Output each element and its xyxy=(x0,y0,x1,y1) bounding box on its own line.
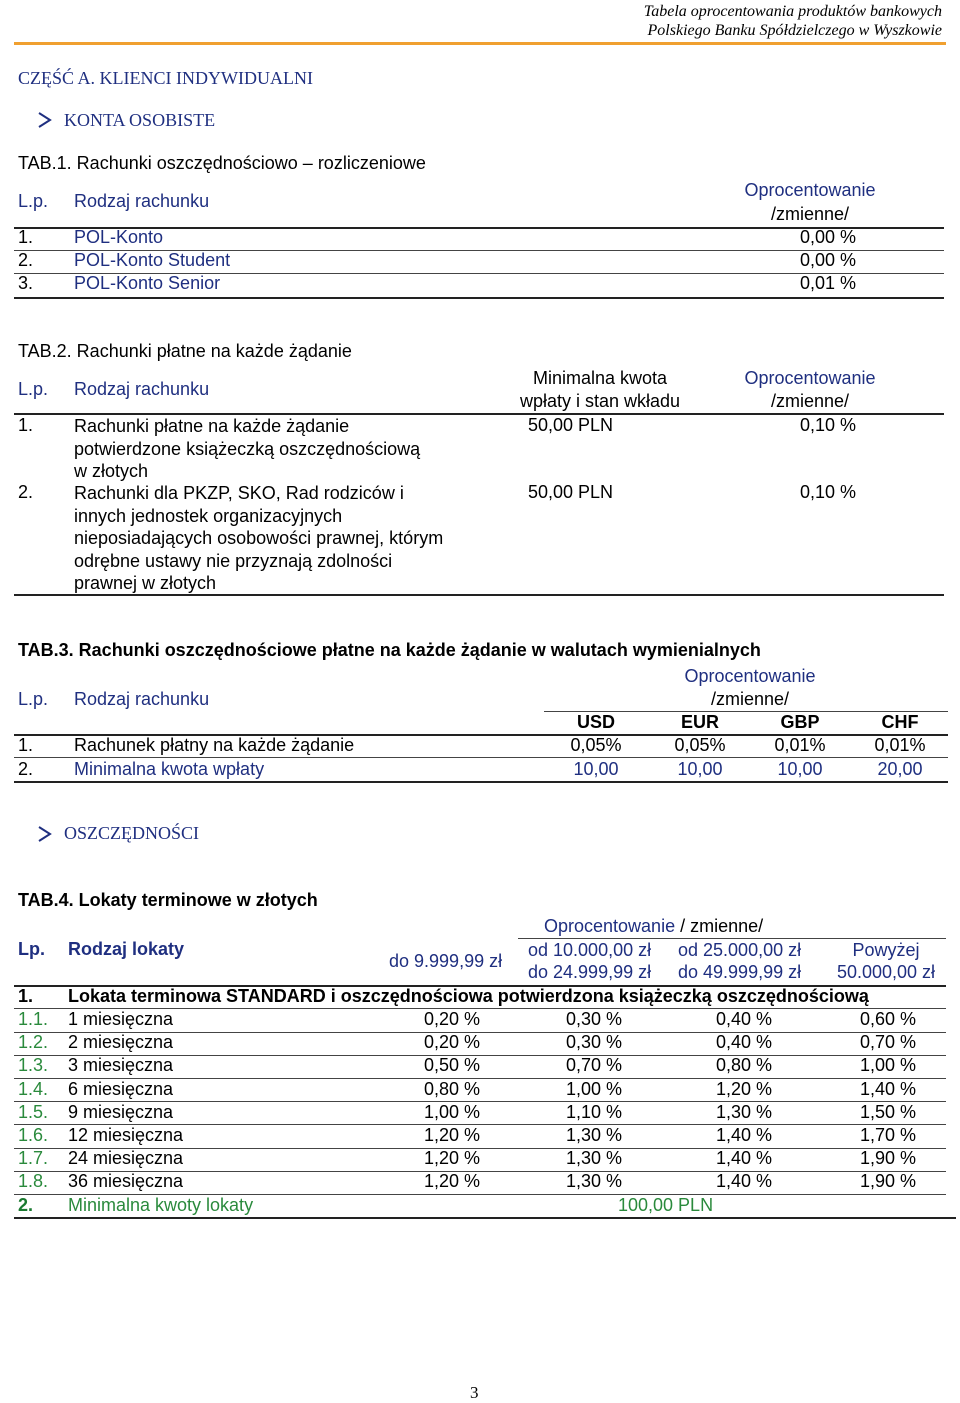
tab4-row-rate-band-2: 1,30 % xyxy=(565,1171,622,1192)
tab2-col-lp: L.p. xyxy=(18,379,49,399)
tab1-row1-lp: 1. xyxy=(18,227,34,247)
tab4-row-rate-band-4: 1,50 % xyxy=(859,1101,916,1122)
tab2-row2-name: Rachunki dla PKZP, SKO, Rad rodziców i innych jednostek organizacyjnych nieposiadających osobowości prawnej, którym odrębne ustawy nie przyznają zdolności prawnej w złotych xyxy=(74,483,444,593)
tab4-row-rate-band-4: 1,70 % xyxy=(859,1125,916,1145)
tab4-row-lp: 1.4. xyxy=(18,1078,49,1099)
tab4-row-rate-band-2: 1,00 % xyxy=(565,1078,622,1099)
tab3-row1-gbp: 0,01% xyxy=(774,735,826,755)
tab4-row-lp: 1.5. xyxy=(18,1101,49,1122)
header-rule xyxy=(14,42,946,45)
tab4-row-rate-band-1: 1,20 % xyxy=(423,1171,480,1192)
tab4-band-3-from: od 25.000,00 zł xyxy=(678,940,802,960)
tab4-min-value: 100,00 PLN xyxy=(618,1195,714,1215)
tab4-row-rate-band-3: 0,80 % xyxy=(715,1055,772,1076)
tab4-row-rate-band-3: 1,40 % xyxy=(715,1125,772,1145)
tab1-row3-lp: 3. xyxy=(18,273,34,293)
tab4-row-lp: 1.3. xyxy=(18,1055,49,1076)
tab3-col-lp: L.p. xyxy=(18,689,49,709)
tab2-row1-lp: 1. xyxy=(18,415,34,435)
tab1-col-rate-note: /zmienne/ xyxy=(770,204,850,224)
tab4-row-rate-band-1: 1,20 % xyxy=(423,1148,480,1169)
tab4-row-rate-band-4: 1,00 % xyxy=(859,1055,916,1076)
tab4-rate-header: Oprocentowanie / zmienne/ xyxy=(544,916,764,936)
page-number: 3 xyxy=(470,1383,479,1402)
tab4-row-lp: 1.7. xyxy=(18,1148,49,1169)
tab1-col-rate: Oprocentowanie xyxy=(744,180,876,200)
tab4-row-rate-band-3: 0,40 % xyxy=(715,1032,772,1053)
tab4-row-rate-band-1: 0,20 % xyxy=(423,1032,480,1053)
tab3-row1-name: Rachunek płatny na każde żądanie xyxy=(74,735,355,755)
tab4-row-name: 6 miesięczna xyxy=(68,1078,174,1099)
tab4-band-2-to: do 24.999,99 zł xyxy=(528,962,652,982)
tab2-row2-rate: 0,10 % xyxy=(799,482,856,502)
tab3-row2-usd: 10,00 xyxy=(573,759,619,779)
tab4-band-4-from: Powyżej xyxy=(852,940,920,960)
tab3-row1-usd: 0,05% xyxy=(570,735,622,755)
tab3-row2-chf: 20,00 xyxy=(877,759,923,779)
tab4-row-name: 36 miesięczna xyxy=(68,1171,184,1192)
tab2-row1-name: Rachunki płatne na każde żądanie potwierdzone książeczką oszczędnościową w złotych xyxy=(74,416,421,481)
tab4-row-name: 24 miesięczna xyxy=(68,1148,184,1169)
tab1-row2-rate: 0,00 % xyxy=(799,250,856,270)
tab4-row-rate-band-2: 0,30 % xyxy=(565,1009,622,1029)
tab4-col-type: Rodzaj lokaty xyxy=(68,939,185,959)
tab4-row-rate-band-2: 0,70 % xyxy=(565,1055,622,1076)
tab2-row1-rate: 0,10 % xyxy=(799,415,856,435)
tab4-row-lp: 1.2. xyxy=(18,1032,49,1053)
tab3-row2-eur: 10,00 xyxy=(677,759,723,779)
tab4-row-rate-band-4: 0,60 % xyxy=(859,1009,916,1029)
tab3-row2-gbp: 10,00 xyxy=(777,759,823,779)
tab1-row1-rate: 0,00 % xyxy=(799,227,856,247)
tab2-row2-lp: 2. xyxy=(18,482,34,502)
section-oszczednosci: OSZCZĘDNOŚCI xyxy=(64,823,200,843)
tab4-row-rate-band-1: 1,20 % xyxy=(423,1125,480,1145)
tab3-row1-eur: 0,05% xyxy=(674,735,726,755)
tab2-row2-min: 50,00 PLN xyxy=(528,482,614,502)
tab4-band-4-to: 50.000,00 zł xyxy=(836,962,936,982)
tab4-row-rate-band-1: 1,00 % xyxy=(423,1101,480,1122)
tab4-row-name: 2 miesięczna xyxy=(68,1032,174,1053)
tab4-row-rate-band-2: 1,30 % xyxy=(565,1148,622,1169)
tab1-row2-name: POL-Konto Student xyxy=(74,250,231,270)
tab2-col-rate: Oprocentowanie xyxy=(744,368,876,388)
tab4-row-rate-band-3: 1,40 % xyxy=(715,1171,772,1192)
tab2-title: TAB.2. Rachunki płatne na każde żądanie xyxy=(18,341,352,361)
tab4-row-rate-band-2: 1,10 % xyxy=(565,1101,622,1122)
tab3-col-type: Rodzaj rachunku xyxy=(74,689,210,709)
tab2-row1-min: 50,00 PLN xyxy=(528,415,614,435)
tab4-row-lp: 1.1. xyxy=(18,1009,49,1029)
tab4-row-rate-band-4: 1,40 % xyxy=(859,1078,916,1099)
tab4-band-3-to: do 49.999,99 zł xyxy=(678,962,802,982)
tab1-row1-name: POL-Konto xyxy=(74,227,164,247)
tab4-row-lp: 1.6. xyxy=(18,1125,49,1145)
tab4-row-rate-band-4: 0,70 % xyxy=(859,1032,916,1053)
tab4-band-1: do 9.999,99 zł xyxy=(389,951,503,971)
tab4-row-rate-band-1: 0,50 % xyxy=(423,1055,480,1076)
tab3-cur-eur: EUR xyxy=(680,712,719,732)
tab3-title: TAB.3. Rachunki oszczędnościowe płatne na każde żądanie w walutach wymienialnych xyxy=(18,640,761,660)
header-line-1: Tabela oprocentowania produktów bankowych xyxy=(643,3,942,20)
tab3-row2-name: Minimalna kwota wpłaty xyxy=(74,759,265,779)
tab1-row3-name: POL-Konto Senior xyxy=(74,273,221,293)
tab3-row1-lp: 1. xyxy=(18,735,34,755)
tab4-row-name: 1 miesięczna xyxy=(68,1009,174,1029)
tab1-row3-rate: 0,01 % xyxy=(799,273,856,293)
tab3-col-rate-note: /zmienne/ xyxy=(710,689,790,709)
tab4-row-rate-band-3: 1,20 % xyxy=(715,1078,772,1099)
tab3-col-rate: Oprocentowanie xyxy=(684,666,816,686)
tab3-cur-gbp: GBP xyxy=(780,712,820,732)
tab1-col-type: Rodzaj rachunku xyxy=(74,191,210,211)
tab4-row-rate-band-2: 1,30 % xyxy=(565,1125,622,1145)
tab4-row-name: 9 miesięczna xyxy=(68,1101,174,1122)
tab4-min-name: Minimalna kwoty lokaty xyxy=(68,1195,254,1215)
tab4-row-name: 3 miesięczna xyxy=(68,1055,174,1076)
part-title: CZĘŚĆ A. KLIENCI INDYWIDUALNI xyxy=(18,68,313,88)
tab4-row-rate-band-1: 0,80 % xyxy=(423,1078,480,1099)
header-line-2: Polskiego Banku Spółdzielczego w Wyszkowie xyxy=(647,22,942,39)
tab1-row2-lp: 2. xyxy=(18,250,34,270)
tab4-row-rate-band-3: 1,30 % xyxy=(715,1101,772,1122)
tab4-row-rate-band-1: 0,20 % xyxy=(423,1009,480,1029)
tab4-row-rate-band-2: 0,30 % xyxy=(565,1032,622,1053)
tab4-min-lp: 2. xyxy=(18,1195,34,1215)
tab4-band-2-from: od 10.000,00 zł xyxy=(528,940,652,960)
tab1-col-lp: L.p. xyxy=(18,191,49,211)
tab4-row-rate-band-3: 0,40 % xyxy=(715,1009,772,1029)
tab3-cur-chf: CHF xyxy=(881,712,919,732)
tab2-col-type: Rodzaj rachunku xyxy=(74,379,210,399)
tab2-col-min: Minimalna kwota xyxy=(532,368,668,388)
tab2-col-min-2: wpłaty i stan wkładu xyxy=(519,391,681,411)
tab4-group-name: Lokata terminowa STANDARD i oszczędnościowa potwierdzona książeczką oszczędnościową xyxy=(68,986,869,1006)
tab3-cur-usd: USD xyxy=(576,712,615,732)
tab1-title: TAB.1. Rachunki oszczędnościowo – rozliczeniowe xyxy=(18,153,426,173)
tab4-col-lp: Lp. xyxy=(18,939,45,959)
arrow-bullet-icon xyxy=(36,825,54,843)
tab4-row-rate-band-4: 1,90 % xyxy=(859,1171,916,1192)
tab4-row-name: 12 miesięczna xyxy=(68,1125,184,1145)
arrow-bullet-icon xyxy=(36,111,54,129)
tab4-row-rate-band-3: 1,40 % xyxy=(715,1148,772,1169)
tab4-row-lp: 1.8. xyxy=(18,1171,49,1192)
tab3-row2-lp: 2. xyxy=(18,759,34,779)
tab4-row-rate-band-4: 1,90 % xyxy=(859,1148,916,1169)
tab4-title: TAB.4. Lokaty terminowe w złotych xyxy=(18,890,318,910)
tab4-group-lp: 1. xyxy=(18,986,34,1006)
tab3-row1-chf: 0,01% xyxy=(874,735,926,755)
tab2-col-rate-note: /zmienne/ xyxy=(770,391,850,411)
section-konta-osobiste: KONTA OSOBISTE xyxy=(64,110,216,130)
